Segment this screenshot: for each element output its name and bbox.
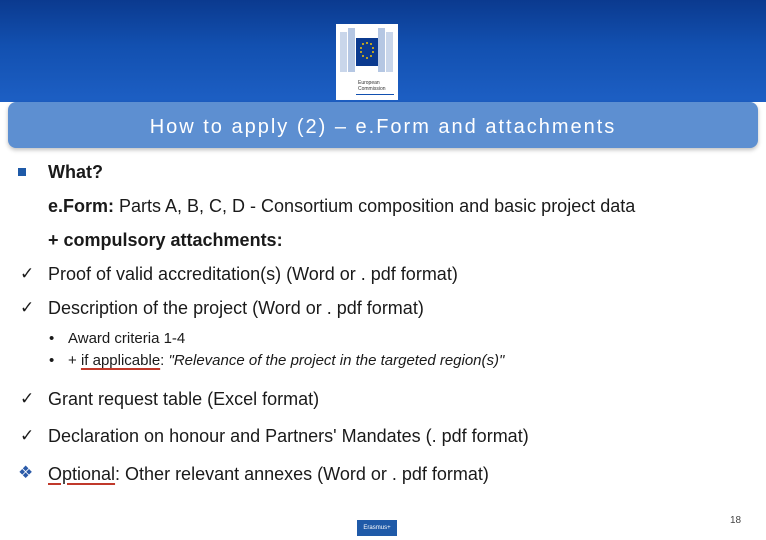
checkmark-icon: ✓ <box>20 264 35 283</box>
slide-title: How to apply (2) – e.Form and attachments <box>149 116 617 138</box>
dot-bullet-icon: • <box>49 352 55 369</box>
if-applicable-text: if applicable <box>80 352 161 369</box>
sub-item-prefix: + <box>68 352 81 369</box>
check-item-description: Description of the project (Word or . pdf format) <box>48 298 424 318</box>
diamond-bullet-icon: ❖ <box>18 463 34 482</box>
optional-line <box>48 464 489 485</box>
sub-item-relevance <box>68 352 504 369</box>
check-item-accreditation: Proof of valid accreditation(s) (Word or . pdf format) <box>48 264 458 284</box>
checkmark-icon: ✓ <box>20 426 35 445</box>
square-bullet-icon <box>18 168 26 176</box>
logo-text-commission: Commission <box>358 86 386 92</box>
checkmark-icon: ✓ <box>20 298 35 317</box>
european-commission-logo <box>336 24 398 100</box>
dot-bullet-icon: • <box>49 330 55 347</box>
checkmark-icon: ✓ <box>20 389 35 408</box>
optional-label: Optional <box>48 464 116 484</box>
sub-item-colon: : <box>160 352 169 369</box>
page-number: 18 <box>730 515 742 526</box>
sub-item-award-criteria: Award criteria 1-4 <box>68 330 186 347</box>
logo-text-european: European <box>358 80 380 86</box>
check-item-declaration: Declaration on honour and Partners' Mandates (. pdf format) <box>48 426 529 446</box>
attachments-heading: + compulsory attachments: <box>48 230 283 250</box>
what-heading: What? <box>48 162 103 182</box>
eform-line <box>48 196 635 217</box>
relevance-quote: "Relevance of the project in the targeted region(s)" <box>168 352 505 369</box>
erasmus-plus-logo: Erasmus+ <box>357 520 397 536</box>
optional-text: : Other relevant annexes (Word or . pdf format) <box>115 464 489 484</box>
eform-text: Parts A, B, C, D - Consortium composition and basic project data <box>114 196 636 216</box>
eform-label: e.Form: <box>48 196 115 216</box>
title-bar <box>8 102 758 148</box>
check-item-grant-table: Grant request table (Excel format) <box>48 389 320 409</box>
